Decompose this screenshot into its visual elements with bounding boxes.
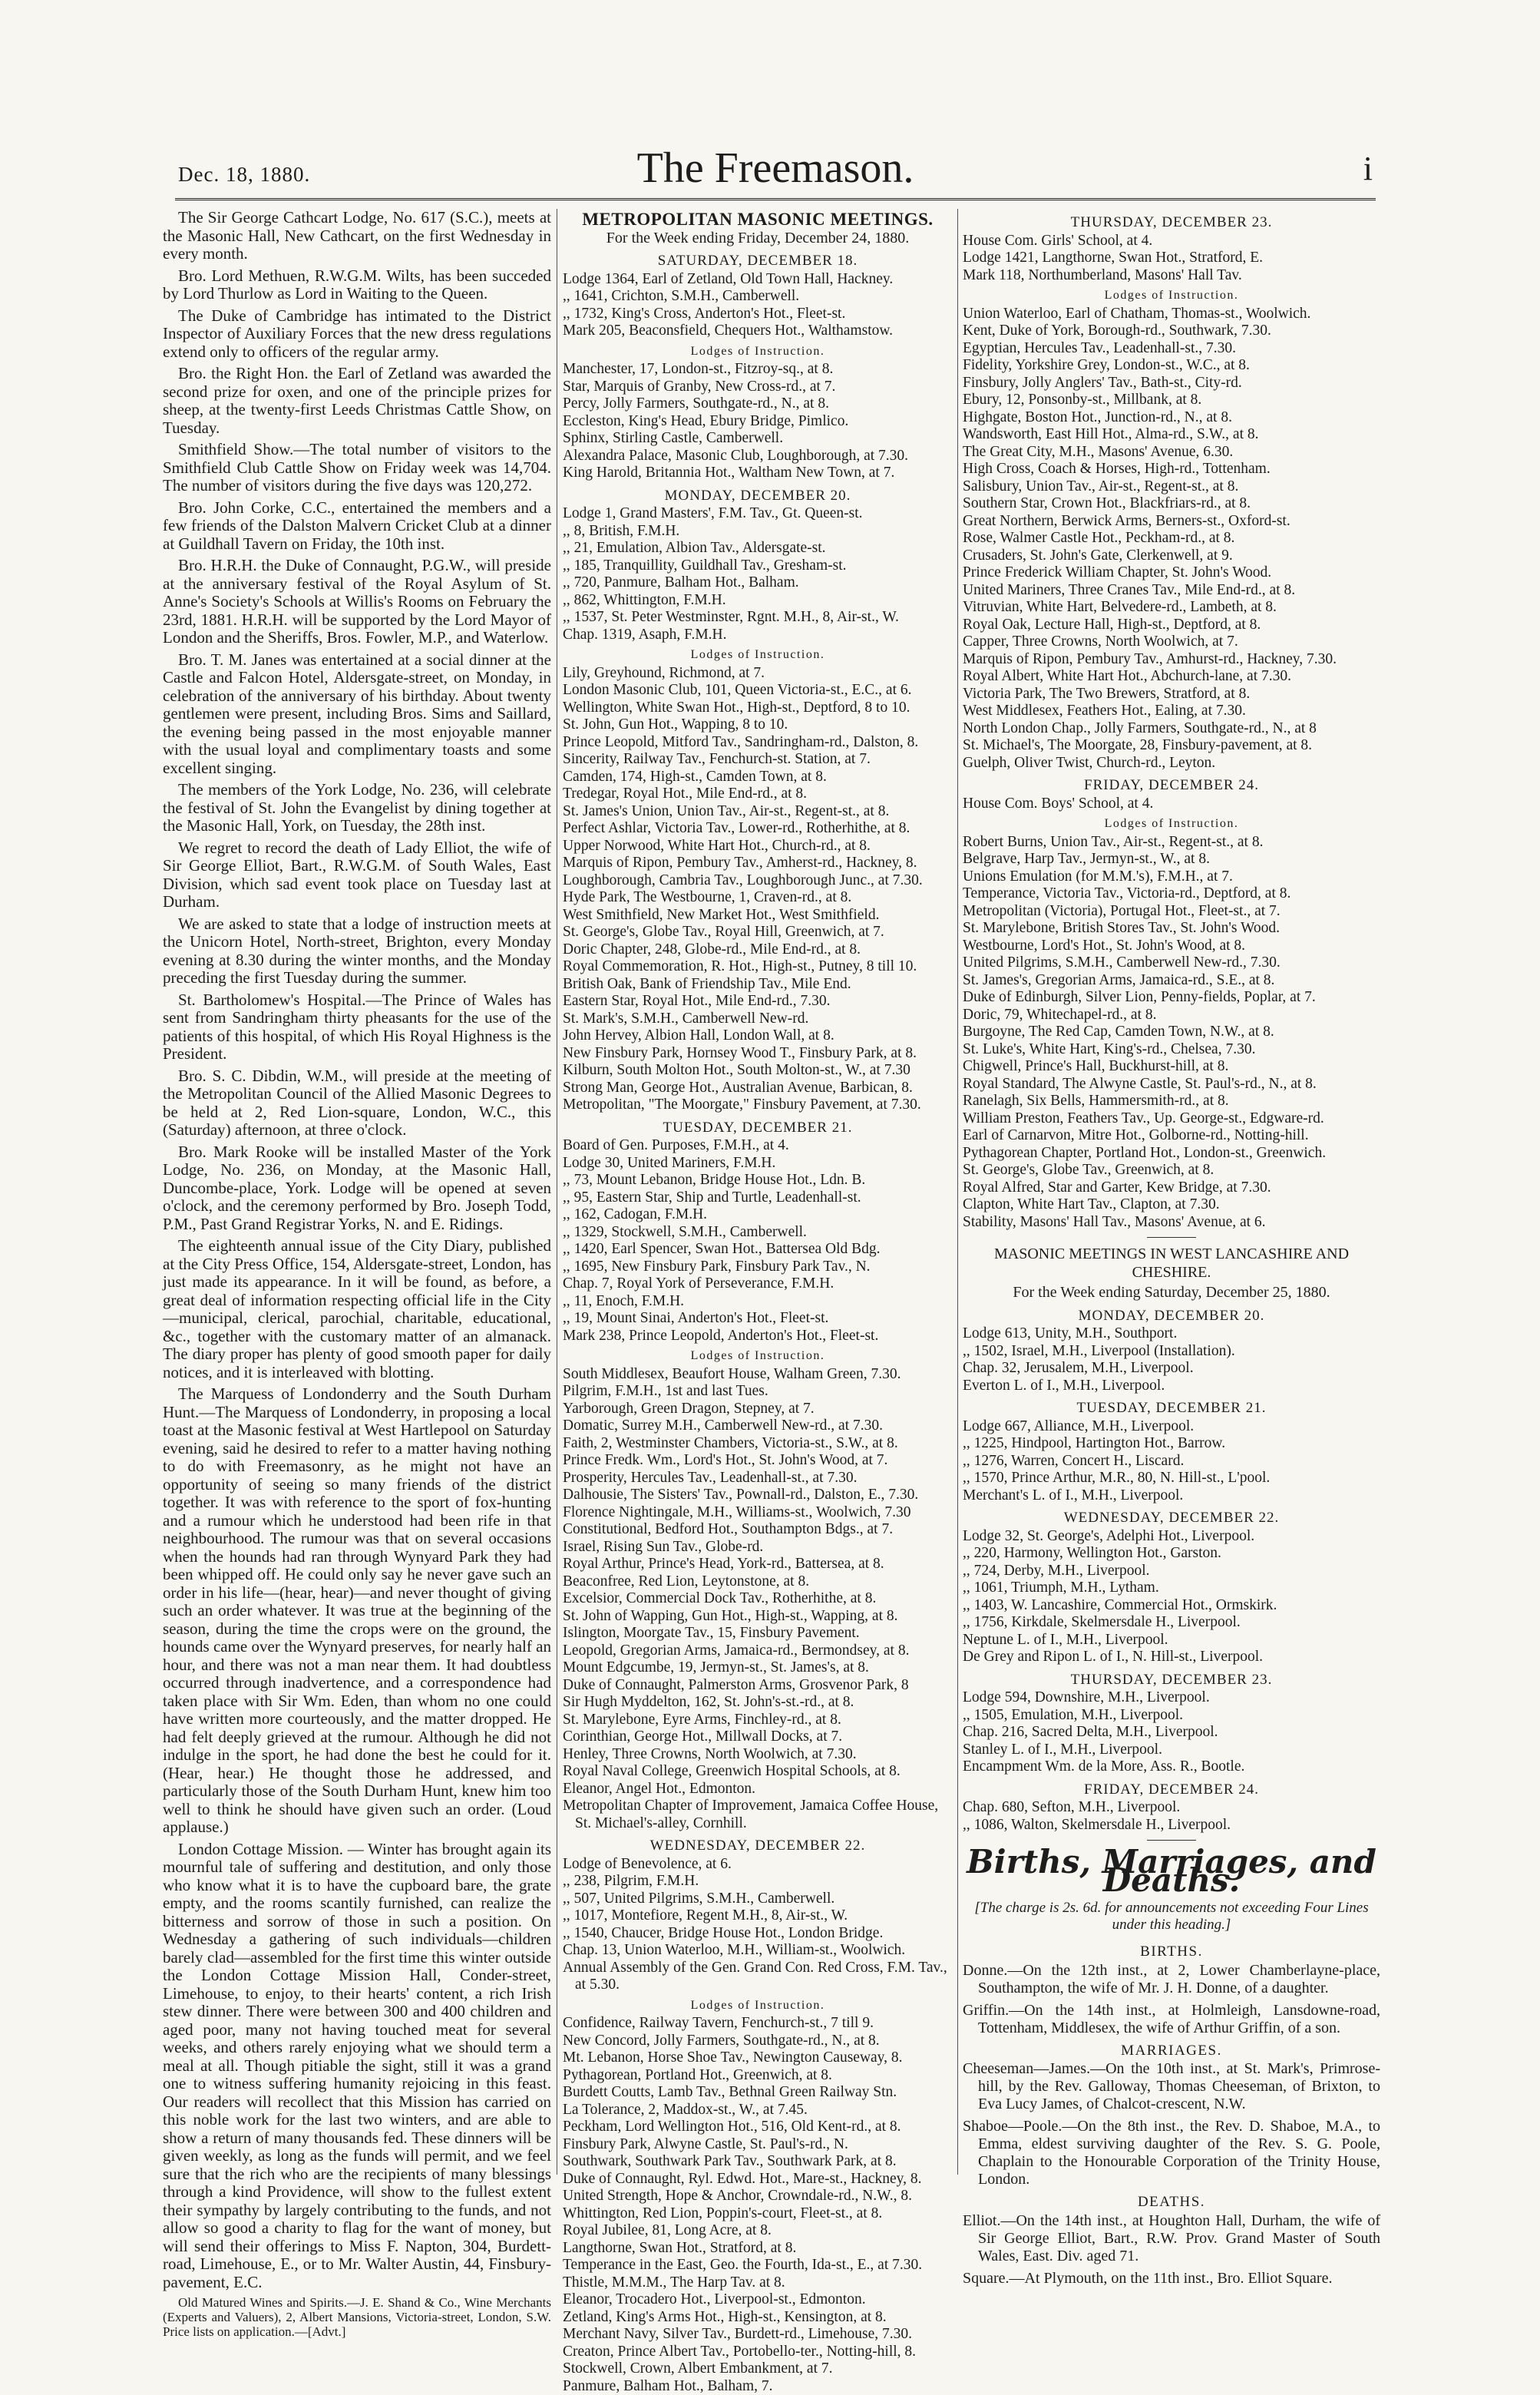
day-heading: FRIDAY, DECEMBER 24. [963,1781,1380,1799]
meeting-entry: ,, 185, Tranquillity, Guildhall Tav., Gresham-st. [563,557,953,575]
meeting-entry: United Strength, Hope & Anchor, Crowndale-rd., N.W., 8. [563,2188,953,2205]
meeting-entry: Robert Burns, Union Tav., Air-st., Regent-st., at 8. [963,834,1380,852]
meeting-entry: ,, 1403, W. Lancashire, Commercial Hot., Ormskirk. [963,1597,1380,1615]
meeting-entry: Chap. 13, Union Waterloo, M.H., William-st., Woolwich. [563,1942,953,1960]
news-paragraph: Bro. Mark Rooke will be installed Master of the York Lodge, No. 236, on Monday, at the Masonic Hall, Duncombe-place, York. Lodge will be opened at seven o'clock, and the ceremony performed by Bro. Joseph Todd, P.M., Past Grand Registrar Yorks, N. and E. Ridings. [163,1143,551,1234]
meeting-entry: Percy, Jolly Farmers, Southgate-rd., N., at 8. [563,395,953,413]
meeting-entry: Chap. 680, Sefton, M.H., Liverpool. [963,1799,1380,1817]
friday-meetings [963,776,1380,1231]
meeting-entry: Royal Alfred, Star and Garter, Kew Bridge, at 7.30. [963,1179,1380,1197]
section-rule [1147,1840,1196,1841]
meeting-entry: Chap. 216, Sacred Delta, M.H., Liverpool. [963,1724,1380,1742]
meeting-entry: ,, 73, Mount Lebanon, Bridge House Hot., Ldn. B. [563,1172,953,1189]
meeting-entry: Unions Emulation (for M.M.'s), F.M.H., at 7. [963,868,1380,886]
meeting-entry: Fidelity, Yorkshire Grey, London-st., W.C., at 8. [963,357,1380,375]
meeting-entry: Royal Naval College, Greenwich Hospital Schools, at 8. [563,1763,953,1781]
news-paragraph: London Cottage Mission. — Winter has brought again its mournful tale of suffering and destitution, and only those who know what it is to have the cupboard bare, the grate empty, and the rooms scantily furnished, can realize the bitterness and sorrow of those in such a position. On Wednesday a gathering of such individuals—children barely clad—assembled for the first time this winter outside the London Cottage Mission Hall, Conder-street, Limehouse, to enjoy, to their hearts' content, a rich Irish stew dinner. There were between 300 and 400 children and aged poor, many not having touched meat for several weeks, and others rarely enjoying what we should term a meal at all. Though pitiable the sight, still it was a grand one to witness suffering humanity rejoicing in this feast. Our readers will recollect that this Mission has carried on this noble work for the last two winters, and are able to show a return of many thousands fed. These dinners will be given weekly, as long as the funds will permit, and we feel sure that the rich who are the recipients of many blessings through a kind Providence, will show to the fullest extent their sympathy by largely contributing to the funds, and not allow so good a charity to flag for the want of money, but will send their offerings to Miss F. Napton, 304, Burdett-road, Limehouse, E., or to Mr. Walter Austin, 44, Finsbury-pavement, E.C. [163,1841,551,2292]
meeting-entry: Florence Nightingale, M.H., Williams-st., Woolwich, 7.30 [563,1504,953,1522]
meeting-entry: Merchant's L. of I., M.H., Liverpool. [963,1487,1380,1505]
meeting-entry: ,, 1695, New Finsbury Park, Finsbury Park Tav., N. [563,1259,953,1276]
meeting-entry: Royal Albert, White Hart Hot., Abchurch-lane, at 7.30. [963,668,1380,686]
meetings-list [563,252,953,2395]
news-column [163,209,551,2175]
births-heading: BIRTHS. [963,1943,1380,1961]
meeting-entry: Clapton, White Hart Tav., Clapton, at 7.30. [963,1196,1380,1214]
meeting-entry: United Mariners, Three Cranes Tav., Mile End-rd., at 8. [963,582,1380,600]
meeting-entry: ,, 1641, Crichton, S.M.H., Camberwell. [563,288,953,306]
meeting-entry: ,, 1505, Emulation, M.H., Liverpool. [963,1707,1380,1725]
instruction-heading: Lodges of Instruction. [563,646,953,664]
announcement: Shaboe—Poole.—On the 8th inst., the Rev. D. Shaboe, M.A., to Emma, eldest surviving daughter of the Rev. S. G. Poole, Chaplain to the Honourable Corporation of the Trinity House, London. [963,2118,1380,2188]
meeting-entry: Lodge 1, Grand Masters', F.M. Tav., Gt. Queen-st. [563,505,953,523]
meeting-entry: ,, 220, Harmony, Wellington Hot., Garston. [963,1545,1380,1563]
meeting-entry: Confidence, Railway Tavern, Fenchurch-st., 7 till 9. [563,2015,953,2033]
west-lancashire-meetings [963,1307,1380,1834]
meeting-entry: Guelph, Oliver Twist, Church-rd., Leyton. [963,755,1380,772]
meeting-entry: St. George's, Globe Tav., Greenwich, at 8. [963,1162,1380,1179]
instruction-heading: Lodges of Instruction. [563,342,953,361]
meeting-entry: Belgrave, Harp Tav., Jermyn-st., W., at 8. [963,851,1380,868]
meeting-entry: Manchester, 17, London-st., Fitzroy-sq., at 8. [563,361,953,379]
meeting-entry: ,, 1017, Montefiore, Regent M.H., 8, Air-st., W. [563,1907,953,1925]
meeting-entry: King Harold, Britannia Hot., Waltham New Town, at 7. [563,465,953,482]
meeting-entry: Mark 238, Prince Leopold, Anderton's Hot., Fleet-st. [563,1328,953,1345]
meeting-entry: ,, 238, Pilgrim, F.M.H. [563,1873,953,1891]
news-paragraph: The eighteenth annual issue of the City Diary, published at the City Press Office, 154, Aldersgate-street, London, has just made its appearance. In it will be found, as before, a great deal of information respecting official life in the City—municipal, clerical, parochial, charitable, educational, &c., together with the customary matter of an almanack. The diary proper has plenty of good smooth paper for daily notices, and it is interleaved with blotting. [163,1237,551,1381]
metropolitan-meetings-column [563,209,953,2175]
meeting-entry: St. John of Wapping, Gun Hot., High-st., Wapping, at 8. [563,1608,953,1626]
instruction-heading: Lodges of Instruction. [963,815,1380,833]
meeting-entry: ,, 1329, Stockwell, S.M.H., Camberwell. [563,1224,953,1242]
news-paragraph: Bro. H.R.H. the Duke of Connaught, P.G.W., will preside at the anniversary festival of the Royal Asylum of St. Anne's Society's Schools at Willis's Rooms on February the 23rd, 1881. H.R.H. will be supported by the Lord Mayor of London and the Sheriffs, Bros. Fowler, M.P., and Waterlow. [163,557,551,647]
section-title: Births, Marriages, and Deaths. [963,1853,1380,1889]
meeting-entry: Stockwell, Crown, Albert Embankment, at 7. [563,2360,953,2378]
meeting-entry: Kent, Duke of York, Borough-rd., Southwark, 7.30. [963,323,1380,340]
meeting-entry: Beaconfree, Red Lion, Leytonstone, at 8. [563,1573,953,1591]
section-rule [1147,1237,1196,1238]
meeting-entry: Islington, Moorgate Tav., 15, Finsbury Pavement. [563,1625,953,1642]
meeting-entry: West Middlesex, Feathers Hot., Ealing, at 7.30. [963,703,1380,720]
meeting-entry: Henley, Three Crowns, North Woolwich, at 7.30. [563,1746,953,1764]
announcement: Cheeseman—James.—On the 10th inst., at St. Mark's, Primrose-hill, by the Rev. Galloway, Thomas Cheeseman, of Brixton, to Eva Lucy James, of Chalcot-crescent, N.W. [963,2060,1380,2113]
meeting-entry: Prosperity, Hercules Tav., Leadenhall-st., at 7.30. [563,1470,953,1487]
meeting-entry: Stanley L. of I., M.H., Liverpool. [963,1742,1380,1759]
meeting-entry: Strong Man, George Hot., Australian Avenue, Barbican, 8. [563,1080,953,1097]
meeting-entry: Union Waterloo, Earl of Chatham, Thomas-st., Woolwich. [963,306,1380,323]
meeting-entry: Lodge of Benevolence, at 6. [563,1856,953,1874]
deaths-heading: DEATHS. [963,2193,1380,2211]
meeting-entry: ,, 21, Emulation, Albion Tav., Aldersgate-st. [563,540,953,557]
meeting-entry: Loughborough, Cambria Tav., Loughborough Junc., at 7.30. [563,872,953,890]
meeting-entry: New Concord, Jolly Farmers, Southgate-rd., N., at 8. [563,2033,953,2050]
meeting-entry: Thistle, M.M.M., The Harp Tav. at 8. [563,2274,953,2292]
meeting-entry: William Preston, Feathers Tav., Up. George-st., Edgware-rd. [963,1110,1380,1128]
meeting-entry: British Oak, Bank of Friendship Tav., Mile End. [563,976,953,994]
announcement: Griffin.—On the 14th inst., at Holmleigh, Lansdowne-road, Tottenham, Middlesex, the wife of Arthur Griffin, of a son. [963,2002,1380,2037]
meeting-entry: Dalhousie, The Sisters' Tav., Pownall-rd., Dalston, E., 7.30. [563,1487,953,1504]
meeting-entry: Perfect Ashlar, Victoria Tav., Lower-rd., Rotherhithe, at 8. [563,820,953,838]
meeting-entry: Camden, 174, High-st., Camden Town, at 8. [563,769,953,786]
section-title: METROPOLITAN MASONIC MEETINGS. [563,210,953,229]
announcement: Elliot.—On the 14th inst., at Houghton Hall, Durham, the wife of Sir George Elliot, Bart., R.W. Prov. Grand Master of South Wales, East. Div. aged 71. [963,2212,1380,2265]
meeting-entry: Marquis of Ripon, Pembury Tav., Amherst-rd., Hackney, 8. [563,855,953,872]
meeting-entry: Mark 205, Beaconsfield, Chequers Hot., Walthamstow. [563,323,953,340]
meeting-entry: St. Marylebone, British Stores Tav., St. John's Wood. [963,920,1380,938]
meeting-entry: New Finsbury Park, Hornsey Wood T., Finsbury Park, at 8. [563,1045,953,1063]
meeting-entry: Everton L. of I., M.H., Liverpool. [963,1378,1380,1395]
meeting-entry: Victoria Park, The Two Brewers, Stratford, at 8. [963,686,1380,703]
announcement: Square.—At Plymouth, on the 11th inst., Bro. Elliot Square. [963,2270,1380,2287]
meetings-and-notices-column [963,209,1380,2175]
meeting-entry: High Cross, Coach & Horses, High-rd., Tottenham. [963,461,1380,478]
meeting-entry: Star, Marquis of Granby, New Cross-rd., at 7. [563,379,953,396]
issue-date: Dec. 18, 1880. [178,163,310,187]
meeting-entry: Southwark, Southwark Park Tav., Southwark Park, at 8. [563,2153,953,2171]
meeting-entry: Lodge 594, Downshire, M.H., Liverpool. [963,1689,1380,1707]
meeting-entry: South Middlesex, Beaufort House, Walham Green, 7.30. [563,1366,953,1384]
meeting-entry: Doric, 79, Whitechapel-rd., at 8. [963,1007,1380,1024]
meeting-entry: Royal Oak, Lecture Hall, High-st., Deptford, at 8. [963,617,1380,634]
meeting-entry: Prince Fredk. Wm., Lord's Hot., St. John's Wood, at 7. [563,1452,953,1470]
meeting-entry: Temperance, Victoria Tav., Victoria-rd., Deptford, at 8. [963,885,1380,903]
news-paragraph: Bro. S. C. Dibdin, W.M., will preside at the meeting of the Metropolitan Council of the Allied Masonic Degrees to be held at 2, Red Lion-square, London, W.C., this (Saturday) afternoon, at three o'clock. [163,1067,551,1140]
meeting-entry: Temperance in the East, Geo. the Fourth, Ida-st., E., at 7.30. [563,2257,953,2274]
meeting-entry: St. Mark's, S.M.H., Camberwell New-rd. [563,1011,953,1028]
meeting-entry: Royal Standard, The Alwyne Castle, St. Paul's-rd., N., at 8. [963,1076,1380,1093]
meeting-entry: Faith, 2, Westminster Chambers, Victoria-st., S.W., at 8. [563,1435,953,1453]
meeting-entry: Domatic, Surrey M.H., Camberwell New-rd., at 7.30. [563,1417,953,1435]
instruction-heading: Lodges of Instruction. [963,286,1380,305]
meeting-entry: Burdett Coutts, Lamb Tav., Bethnal Green Railway Stn. [563,2084,953,2102]
meeting-entry: Lodge 613, Unity, M.H., Southport. [963,1325,1380,1343]
meeting-entry: ,, 1502, Israel, M.H., Liverpool (Installation). [963,1343,1380,1361]
meeting-entry: Hyde Park, The Westbourne, 1, Craven-rd., at 8. [563,889,953,907]
meeting-entry: Whittington, Red Lion, Poppin's-court, Fleet-st., at 8. [563,2205,953,2223]
day-heading: TUESDAY, DECEMBER 21. [963,1399,1380,1417]
meeting-entry: Lodge 1364, Earl of Zetland, Old Town Hall, Hackney. [563,271,953,289]
meeting-entry: Lodge 667, Alliance, M.H., Liverpool. [963,1418,1380,1436]
meeting-entry: Pythagorean, Portland Hot., Greenwich, at 8. [563,2067,953,2085]
instruction-heading: Lodges of Instruction. [563,1996,953,2015]
meeting-entry: House Com. Girls' School, at 4. [963,233,1380,250]
meeting-entry: St. Michael's, The Moorgate, 28, Finsbury-pavement, at 8. [963,737,1380,755]
meeting-entry: Metropolitan Chapter of Improvement, Jamaica Coffee House, St. Michael's-alley, Cornhill. [563,1798,953,1832]
page-number: i [1363,149,1373,188]
newspaper-title: The Freemason. [178,143,1373,194]
meeting-entry: Corinthian, George Hot., Millwall Docks, at 7. [563,1728,953,1746]
meeting-entry: London Masonic Club, 101, Queen Victoria-st., E.C., at 6. [563,682,953,700]
meeting-entry: ,, 19, Mount Sinai, Anderton's Hot., Fleet-st. [563,1310,953,1328]
meeting-entry: ,, 1420, Earl Spencer, Swan Hot., Battersea Old Bdg. [563,1241,953,1259]
section-title: MASONIC MEETINGS IN WEST LANCASHIRE AND CHESHIRE. [963,1245,1380,1282]
meeting-entry: Metropolitan, "The Moorgate," Finsbury Pavement, at 7.30. [563,1097,953,1114]
advertisement: Old Matured Wines and Spirits.—J. E. Shand & Co., Wine Merchants (Experts and Valuers), 2, Albert Mansions, Victoria-street, London, S.W. Price lists on application.—[Advt.] [163,2295,551,2339]
meeting-entry: Israel, Rising Sun Tav., Globe-rd. [563,1539,953,1556]
meeting-entry: Ebury, 12, Ponsonby-st., Millbank, at 8. [963,392,1380,409]
meeting-entry: ,, 862, Whittington, F.M.H. [563,592,953,610]
news-paragraph: St. Bartholomew's Hospital.—The Prince of Wales has sent from Sandringham thirty pheasants for the use of the patients of this hospital, of which His Royal Highness is the President. [163,991,551,1064]
meeting-entry: Eastern Star, Royal Hot., Mile End-rd., 7.30. [563,993,953,1011]
marriages-heading: MARRIAGES. [963,2042,1380,2060]
section-subtitle: For the Week ending Saturday, December 25, 1880. [963,1284,1380,1302]
meeting-entry: Board of Gen. Purposes, F.M.H., at 4. [563,1137,953,1155]
meeting-entry: Metropolitan (Victoria), Portugal Hot., Fleet-st., at 7. [963,903,1380,921]
news-paragraph: Bro. the Right Hon. the Earl of Zetland was awarded the second prize for oxen, and one of the principle prizes for sheep, at the twenty-first Leeds Christmas Cattle Show, on Tuesday. [163,365,551,437]
day-heading: SATURDAY, DECEMBER 18. [563,252,953,270]
meeting-entry: Lodge 1421, Langthorne, Swan Hot., Stratford, E. [963,250,1380,267]
news-paragraph: The members of the York Lodge, No. 236, will celebrate the festival of St. John the Evangelist by dining together at the Masonic Hall, York, on Tuesday, the 28th inst. [163,781,551,835]
meeting-entry: Lodge 30, United Mariners, F.M.H. [563,1155,953,1173]
meeting-entry: Pilgrim, F.M.H., 1st and last Tues. [563,1383,953,1401]
meeting-entry: St. John, Gun Hot., Wapping, 8 to 10. [563,716,953,734]
news-paragraph: We are asked to state that a lodge of instruction meets at the Unicorn Hotel, North-street, Brighton, every Monday evening at 8.30 during the winter months, and the Monday preceding the first Tuesday during the summer. [163,915,551,987]
section-subtitle: For the Week ending Friday, December 24, 1880. [563,230,953,248]
meeting-entry: Alexandra Palace, Masonic Club, Loughborough, at 7.30. [563,448,953,465]
news-paragraph: The Sir George Cathcart Lodge, No. 617 (S.C.), meets at the Masonic Hall, New Cathcart, on the first Wednesday in every month. [163,209,551,263]
meeting-entry: Royal Commemoration, R. Hot., High-st., Putney, 8 till 10. [563,958,953,976]
meeting-entry: ,, 1276, Warren, Concert H., Liscard. [963,1453,1380,1470]
meeting-entry: Chap. 7, Royal York of Perseverance, F.M.H. [563,1275,953,1293]
meeting-entry: Annual Assembly of the Gen. Grand Con. Red Cross, F.M. Tav., at 5.30. [563,1960,953,1994]
meeting-entry: Doric Chapter, 248, Globe-rd., Mile End-rd., at 8. [563,941,953,959]
meeting-entry: ,, 1086, Walton, Skelmersdale H., Liverpool. [963,1817,1380,1834]
day-heading: MONDAY, DECEMBER 20. [963,1307,1380,1325]
meeting-entry: ,, 1537, St. Peter Westminster, Rgnt. M.H., 8, Air-st., W. [563,609,953,627]
meeting-entry: St. Marylebone, Eyre Arms, Finchley-rd., at 8. [563,1712,953,1729]
meeting-entry: Duke of Edinburgh, Silver Lion, Penny-fields, Poplar, at 7. [963,989,1380,1007]
meeting-entry: Eleanor, Trocadero Hot., Liverpool-st., Edmonton. [563,2291,953,2309]
news-paragraph: The Marquess of Londonderry and the South Durham Hunt.—The Marquess of Londonderry, in proposing a local toast at the Masonic festival at West Hartlepool on Saturday evening, said he desired to refer to a matter having nothing to do with Freemasonry, as he might not have an opportunity of seeing so many friends of the district together. It was with reference to the sport of fox-hunting and a rumour which he understood had been rife in that neighbourhood. The rumour was that on several occasions when the hounds had ran through Wynyard Park they had been whipped off. He could only say he never gave such an order in his life—(hear, hear)—and never thought of giving such an order whatever. It was true at the beginning of the season, during the time the crops were on the ground, the hounds came over the Wynyard preserves, for nearly half an hour, and there was not a man near them. It had doubtless occurred through inadvertence, and a correspondence had taken place with Sir Wm. Eden, than whom no one could have written more courteously, and the matter dropped. He had felt deeply grieved at the rumour. Although he did not indulge in the sport, he had done the best he could for it. (Hear, hear.) He thought those he addressed, and particularly those of the South Durham Hunt, knew him too well to think he should have given such an order. (Loud applause.) [163,1385,551,1837]
day-heading: MONDAY, DECEMBER 20. [563,487,953,505]
meeting-entry: Royal Jubilee, 81, Long Acre, at 8. [563,2222,953,2240]
announcement: Donne.—On the 12th inst., at 2, Lower Chamberlayne-place, Southampton, the wife of Mr. J. H. Donne, of a daughter. [963,1962,1380,1997]
meeting-entry: ,, 1756, Kirkdale, Skelmersdale H., Liverpool. [963,1614,1380,1632]
day-heading: WEDNESDAY, DECEMBER 22. [963,1509,1380,1527]
meeting-entry: Earl of Carnarvon, Mitre Hot., Golborne-rd., Notting-hill. [963,1127,1380,1145]
meeting-entry: Finsbury Park, Alwyne Castle, St. Paul's-rd., N. [563,2136,953,2154]
meeting-entry: Stability, Masons' Hall Tav., Masons' Avenue, at 6. [963,1214,1380,1232]
day-heading: THURSDAY, DECEMBER 23. [963,213,1380,232]
day-heading: FRIDAY, DECEMBER 24. [963,776,1380,795]
meeting-entry: ,, 8, British, F.M.H. [563,523,953,541]
meeting-entry: ,, 162, Cadogan, F.M.H. [563,1206,953,1224]
meeting-entry: Merchant Navy, Silver Tav., Burdett-rd., Limehouse, 7.30. [563,2326,953,2344]
meeting-entry: ,, 720, Panmure, Balham Hot., Balham. [563,574,953,592]
meeting-entry: Burgoyne, The Red Cap, Camden Town, N.W., at 8. [963,1024,1380,1041]
meeting-entry: Vitruvian, White Hart, Belvedere-rd., Lambeth, at 8. [963,599,1380,617]
meeting-entry: Leopold, Gregorian Arms, Jamaica-rd., Bermondsey, at 8. [563,1642,953,1660]
meeting-entry: Prince Frederick William Chapter, St. John's Wood. [963,564,1380,582]
meeting-entry: Chap. 32, Jerusalem, M.H., Liverpool. [963,1360,1380,1378]
meeting-entry: Panmure, Balham Hot., Balham, 7. [563,2378,953,2395]
meeting-entry: ,, 1732, King's Cross, Anderton's Hot., Fleet-st. [563,306,953,323]
meeting-entry: Sir Hugh Myddelton, 162, St. John's-st.-rd., at 8. [563,1694,953,1712]
meeting-entry: ,, 1540, Chaucer, Bridge House Hot., London Bridge. [563,1925,953,1943]
meeting-entry: St. George's, Globe Tav., Royal Hill, Greenwich, at 7. [563,924,953,941]
meeting-entry: North London Chap., Jolly Farmers, Southgate-rd., N., at 8 [963,720,1380,738]
meeting-entry: Duke of Connaught, Ryl. Edwd. Hot., Mare-st., Hackney, 8. [563,2171,953,2188]
meeting-entry: ,, 11, Enoch, F.M.H. [563,1293,953,1311]
meeting-entry: Lodge 32, St. George's, Adelphi Hot., Liverpool. [963,1528,1380,1546]
news-paragraph: The Duke of Cambridge has intimated to the District Inspector of Auxiliary Forces that the new dress regulations extend only to officers of the regular army. [163,307,551,362]
meeting-entry: Langthorne, Swan Hot., Stratford, at 8. [563,2240,953,2258]
instruction-heading: Lodges of Instruction. [563,1347,953,1365]
day-heading: TUESDAY, DECEMBER 21. [563,1119,953,1137]
meeting-entry: Mark 118, Northumberland, Masons' Hall Tav. [963,267,1380,285]
meeting-entry: Salisbury, Union Tav., Air-st., Regent-st., at 8. [963,478,1380,496]
meeting-entry: ,, 95, Eastern Star, Ship and Turtle, Leadenhall-st. [563,1189,953,1207]
meeting-entry: Marquis of Ripon, Pembury Tav., Amhurst-rd., Hackney, 7.30. [963,651,1380,669]
meeting-entry: Mt. Lebanon, Horse Shoe Tav., Newington Causeway, 8. [563,2049,953,2067]
meeting-entry: The Great City, M.H., Masons' Avenue, 6.30. [963,444,1380,461]
meeting-entry: Constitutional, Bedford Hot., Southampton Bdgs., at 7. [563,1521,953,1539]
meeting-entry: Westbourne, Lord's Hot., St. John's Wood, at 8. [963,938,1380,955]
news-paragraph: We regret to record the death of Lady Elliot, the wife of Sir George Elliot, Bart., R.W.G.M. of South Wales, East Division, which sad event took place on Tuesday last at Durham. [163,839,551,911]
meeting-entry: Kilburn, South Molton Hot., South Molton-st., W., at 7.30 [563,1062,953,1080]
news-paragraph: Bro. Lord Methuen, R.W.G.M. Wilts, has been succeded by Lord Thurlow as Lord in Waiting to the Queen. [163,267,551,303]
day-heading: WEDNESDAY, DECEMBER 22. [563,1837,953,1855]
meeting-entry: Zetland, King's Arms Hot., High-st., Kensington, at 8. [563,2309,953,2327]
meeting-entry: Lily, Greyhound, Richmond, at 7. [563,665,953,683]
meeting-entry: Ranelagh, Six Bells, Hammersmith-rd., at 8. [963,1093,1380,1110]
meeting-entry: Capper, Three Crowns, North Woolwich, at 7. [963,633,1380,651]
meeting-entry: Eccleston, King's Head, Ebury Bridge, Pimlico. [563,413,953,431]
masthead-rule [175,198,1376,202]
meeting-entry: La Tolerance, 2, Maddox-st., W., at 7.45. [563,2102,953,2119]
meeting-entry: Royal Arthur, Prince's Head, York-rd., Battersea, at 8. [563,1556,953,1573]
meeting-entry: Upper Norwood, White Hart Hot., Church-rd., at 8. [563,838,953,855]
meeting-entry: John Hervey, Albion Hall, London Wall, at 8. [563,1027,953,1045]
meeting-entry: Tredegar, Royal Hot., Mile End-rd., at 8. [563,786,953,803]
meeting-entry: St. James's, Gregorian Arms, Jamaica-rd., S.E., at 8. [963,972,1380,990]
meeting-entry: St. James's Union, Union Tav., Air-st., Regent-st., at 8. [563,803,953,821]
meeting-entry: Wandsworth, East Hill Hot., Alma-rd., S.W., at 8. [963,426,1380,444]
meeting-entry: Egyptian, Hercules Tav., Leadenhall-st., 7.30. [963,340,1380,358]
meeting-entry: Excelsior, Commercial Dock Tav., Rotherhithe, at 8. [563,1590,953,1608]
meeting-entry: ,, 1225, Hindpool, Hartington Hot., Barrow. [963,1435,1380,1453]
meeting-entry: United Pilgrims, S.M.H., Camberwell New-rd., 7.30. [963,954,1380,972]
meeting-entry: Peckham, Lord Wellington Hot., 516, Old Kent-rd., at 8. [563,2119,953,2136]
meeting-entry: Chap. 1319, Asaph, F.M.H. [563,627,953,644]
meeting-entry: Sphinx, Stirling Castle, Camberwell. [563,430,953,448]
notice: [The charge is 2s. 6d. for announcements not exceeding Four Lines under this heading.] [963,1900,1380,1934]
meeting-entry: Sincerity, Railway Tav., Fenchurch-st. Station, at 7. [563,751,953,769]
meeting-entry: Crusaders, St. John's Gate, Clerkenwell, at 9. [963,547,1380,565]
news-paragraph: Smithfield Show.—The total number of visitors to the Smithfield Club Cattle Show on Friday week was 14,704. The number of visitors during the five days was 120,272. [163,441,551,495]
column-divider [957,209,958,2175]
meeting-entry: Finsbury, Jolly Anglers' Tav., Bath-st., City-rd. [963,375,1380,392]
news-paragraph: Bro. T. M. Janes was entertained at a social dinner at the Castle and Falcon Hotel, Aldersgate-street, on Monday, in celebration of the anniversary of his birthday. About twenty gentlemen were present, including Bros. Sims and Saillard, the evening being passed in the most enjoyable manner with the usual loyal and complimentary toasts and some excellent singing. [163,651,551,778]
meeting-entry: ,, 1570, Prince Arthur, M.R., 80, N. Hill-st., L'pool. [963,1470,1380,1487]
day-heading: THURSDAY, DECEMBER 23. [963,1671,1380,1689]
meeting-entry: Southern Star, Crown Hot., Blackfriars-rd., at 8. [963,495,1380,513]
meeting-entry: Creaton, Prince Albert Tav., Portobello-ter., Notting-hill, 8. [563,2344,953,2361]
meeting-entry: Eleanor, Angel Hot., Edmonton. [563,1781,953,1798]
meeting-entry: Wellington, White Swan Hot., High-st., Deptford, 8 to 10. [563,700,953,717]
meeting-entry: West Smithfield, New Market Hot., West Smithfield. [563,907,953,925]
meeting-entry: Pythagorean Chapter, Portland Hot., London-st., Greenwich. [963,1145,1380,1163]
meeting-entry: De Grey and Ripon L. of I., N. Hill-st., Liverpool. [963,1649,1380,1666]
meeting-entry: ,, 1061, Triumph, M.H., Lytham. [963,1580,1380,1597]
meeting-entry: Encampment Wm. de la More, Ass. R., Bootle. [963,1758,1380,1776]
meeting-entry: Yarborough, Green Dragon, Stepney, at 7. [563,1401,953,1418]
thursday-meetings [963,213,1380,772]
news-paragraph: Bro. John Corke, C.C., entertained the members and a few friends of the Dalston Malvern Cricket Club at a dinner at Guildhall Tavern on Friday, the 10th inst. [163,499,551,554]
meeting-entry: Prince Leopold, Mitford Tav., Sandringham-rd., Dalston, 8. [563,734,953,752]
meeting-entry: St. Luke's, White Hart, King's-rd., Chelsea, 7.30. [963,1041,1380,1059]
meeting-entry: Rose, Walmer Castle Hot., Peckham-rd., at 8. [963,530,1380,547]
meeting-entry: Duke of Connaught, Palmerston Arms, Grosvenor Park, 8 [563,1677,953,1695]
meeting-entry: Mount Edgcumbe, 19, Jermyn-st., St. James's, at 8. [563,1659,953,1677]
masthead [178,143,1373,197]
meeting-entry: Highgate, Boston Hot., Junction-rd., N., at 8. [963,409,1380,427]
meeting-entry: Great Northern, Berwick Arms, Berners-st., Oxford-st. [963,513,1380,531]
meeting-entry: ,, 507, United Pilgrims, S.M.H., Camberwell. [563,1891,953,1908]
meeting-entry: Chigwell, Prince's Hall, Buckhurst-hill, at 8. [963,1058,1380,1076]
meeting-entry: House Com. Boys' School, at 4. [963,796,1380,813]
meeting-entry: ,, 724, Derby, M.H., Liverpool. [963,1563,1380,1580]
meeting-entry: Neptune L. of I., M.H., Liverpool. [963,1632,1380,1649]
